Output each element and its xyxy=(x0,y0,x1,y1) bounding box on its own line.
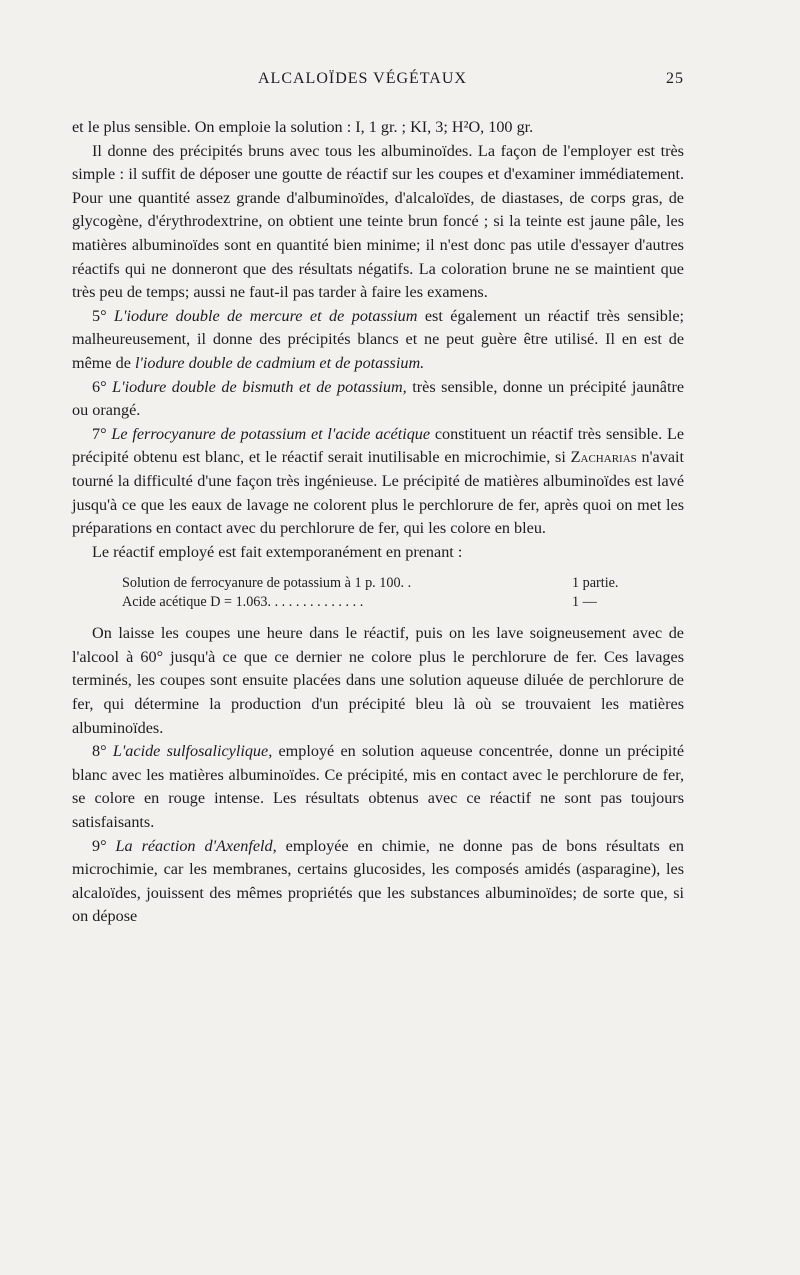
paragraph-3 xyxy=(72,305,684,376)
page-number: 25 xyxy=(666,70,684,87)
recipe-table xyxy=(122,574,642,612)
recipe-quantity: 1 partie. xyxy=(572,575,619,592)
paragraph-1: et le plus sensible. On emploie la solution : I, 1 gr. ; KI, 3; H²O, 100 gr. xyxy=(72,118,534,136)
paragraph-6: Le réactif employé est fait extemporanément en prenant : xyxy=(92,542,463,561)
recipe-ingredient: Solution de ferrocyanure de potassium à 1 p. 100. . xyxy=(122,575,412,592)
reagent-title: L'iodure double de bismuth et de potassium, xyxy=(112,377,407,396)
item-number: 6° xyxy=(92,377,107,396)
paragraph-text: constituent un réactif très sensible. Le précipité obtenu est blanc, et le réactif serait inutilisable en microchimie, si xyxy=(72,424,685,467)
reagent-title: l'iodure double de cadmium et de potassium. xyxy=(134,353,425,372)
author-name: Zacharias xyxy=(570,448,637,467)
body-text xyxy=(72,116,684,929)
paragraph-5 xyxy=(72,423,684,541)
paragraph-text: très sensible, donne un précipité jaunâtre ou orangé. xyxy=(72,377,685,420)
running-header xyxy=(72,70,684,98)
paragraph-9 xyxy=(72,835,684,929)
recipe-ingredient: Acide acétique D = 1.063. . . . . . . . . . . . . . xyxy=(122,594,364,611)
reagent-title: L'iodure double de mercure et de potassium xyxy=(114,306,418,325)
running-title: ALCALOÏDES VÉGÉTAUX xyxy=(258,70,467,87)
reagent-title: L'acide sulfosalicylique, xyxy=(112,742,273,761)
paragraph-text: employée en chimie, ne donne pas de bons résultats en microchimie, car les membranes, certains glucosides, les composés amidés (asparagine), les alcaloïdes, jouissent des mêmes propriétés que les substances albuminoïdes; de sorte que, si on dépose xyxy=(72,836,684,926)
recipe-row xyxy=(122,593,642,612)
book-page xyxy=(72,70,684,929)
reagent-title: La réaction d'Axenfeld, xyxy=(115,836,277,855)
paragraph-text: employé en solution aqueuse concentrée, donne un précipité blanc avec les matières albuminoïdes. Ce précipité, mis en contact avec le perchlorure de fer, se colore en rouge intense. Les résultats obtenus avec ce réactif ne sont pas toujours satisfaisants. xyxy=(72,742,685,832)
paragraph-text: n'avait tourné la difficulté d'une façon très ingénieuse. Le précipité de matières albuminoïdes est lavé jusqu'à ce que les eaux de lavage ne colorent plus le perchlorure de fer, après quoi on met les préparations en contact avec du perchlorure de fer, qui les colore en bleu. xyxy=(72,448,685,538)
paragraph-text: est également un réactif très sensible; malheureusement, il donne des précipités blancs et ne peut guère être utilisé. Il en est de même de xyxy=(72,306,685,372)
paragraph-4 xyxy=(72,376,684,423)
item-number: 7° xyxy=(92,424,107,443)
recipe-row xyxy=(122,574,642,593)
item-number: 8° xyxy=(92,742,107,761)
item-number: 5° xyxy=(92,306,107,325)
paragraph-7: On laisse les coupes une heure dans le réactif, puis on les lave soigneusement avec de l'alcool à 60° jusqu'à ce que ce dernier ne colore plus le perchlorure de fer. Ces lavages terminés, les coupes sont ensuite placées dans une solution aqueuse diluée de perchlorure de fer, qui détermine la production d'un précipité bleu là où se trouvaient les matières albuminoïdes. xyxy=(72,624,684,737)
paragraph-2: Il donne des précipités bruns avec tous les albuminoïdes. La façon de l'employer est très simple : il suffit de déposer une goutte de réactif sur les coupes et d'examiner immédiatement. Pour une quantité assez grande d'albuminoïdes, d'alcaloïdes, de diastases, de corps gras, de glycogène, d'érythrodextrine, on obtient une teinte brun foncé ; si la teinte est jaune pâle, les matières albuminoïdes sont en quantité bien minime; il n'est donc pas utile d'essayer d'autres réactifs qui ne donneront que des résultats négatifs. La coloration brune ne se maintient que très peu de temps; aussi ne faut-il pas tarder à faire les examens. xyxy=(72,141,684,302)
item-number: 9° xyxy=(92,836,107,855)
paragraph-8 xyxy=(72,740,684,834)
recipe-quantity: 1 — xyxy=(572,594,597,611)
reagent-title: Le ferrocyanure de potassium et l'acide acétique xyxy=(111,424,431,443)
